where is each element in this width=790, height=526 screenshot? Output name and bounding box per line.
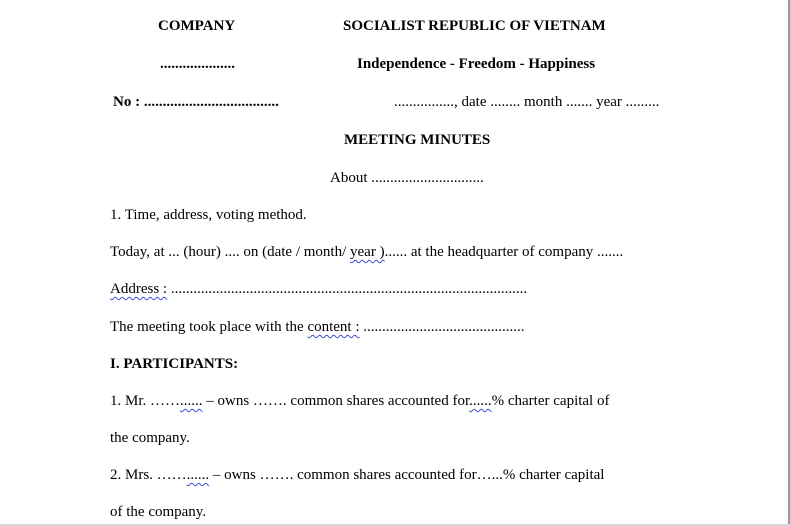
spellcheck-mark: Address : — [110, 281, 168, 297]
spellcheck-mark: year ) — [350, 244, 385, 260]
date-line: ................, date ........ month ....... year ......... — [394, 94, 660, 110]
participant-1-line: 1. Mr. ……...... – owns ……. common shares accounted for......% charter capital of — [110, 393, 610, 409]
today-line: Today, at ... (hour) .... on (date / month/ year )...... at the headquarter of company ....... — [110, 244, 624, 260]
participants-heading: I. PARTICIPANTS: — [110, 356, 239, 372]
participant-2-line-2: of the company. — [110, 504, 207, 520]
content-line: The meeting took place with the content : ........................................... — [110, 319, 525, 335]
participant-1-line-2: the company. — [110, 430, 190, 446]
spellcheck-mark: ...... — [180, 393, 203, 409]
address-line: Address : ............................................................................................... — [110, 281, 528, 297]
participant-2-line: 2. Mrs. ……...... – owns ……. common shares accounted for…...% charter capital — [110, 467, 605, 483]
spellcheck-mark: ...... — [469, 393, 492, 409]
company-label: COMPANY — [158, 18, 236, 34]
document-title: MEETING MINUTES — [344, 132, 491, 148]
document-number: No : .................................... — [113, 94, 279, 110]
national-motto: Independence - Freedom - Happiness — [357, 56, 596, 72]
company-name-blank: .................... — [160, 56, 235, 72]
spellcheck-mark: ...... — [186, 467, 210, 483]
about-line: About .............................. — [330, 170, 484, 186]
country-name: SOCIALIST REPUBLIC OF VIETNAM — [343, 18, 606, 34]
spellcheck-mark: content : — [307, 319, 360, 335]
section-time-address-heading: 1. Time, address, voting method. — [110, 207, 307, 223]
